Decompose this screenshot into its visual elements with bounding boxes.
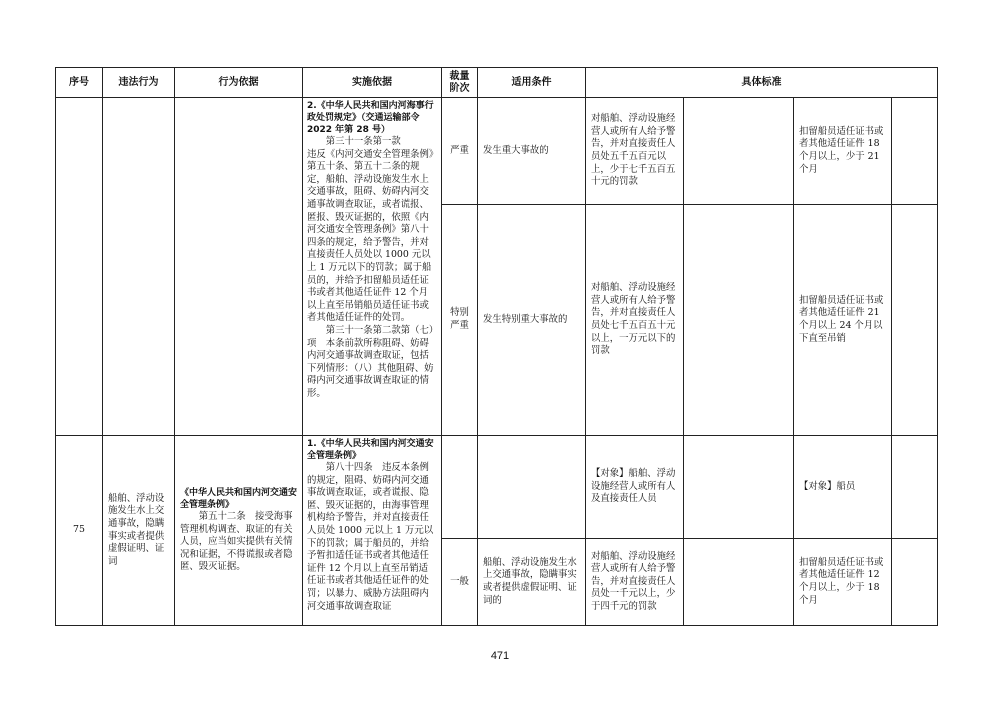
violation-cell — [103, 98, 175, 436]
header-level: 裁量 阶次 — [442, 68, 478, 98]
standard-owner-very-serious: 对船舶、浮动设施经营人或所有人给予警告，并对直接责任人员处七千五百五十元以上，一万元以下的罚款 — [586, 205, 684, 436]
standard-empty-cell — [892, 539, 938, 626]
standard-owner-serious: 对船舶、浮动设施经营人或所有人给予警告，并对直接责任人员处五千五百元以上，少于七千五百五十元的罚款 — [586, 98, 684, 205]
impl-basis-cell — [303, 98, 442, 436]
table-row — [56, 436, 938, 539]
seq-cell: 75 — [56, 436, 103, 626]
page-number: 471 — [490, 650, 510, 662]
level-very-serious: 特别 严重 — [442, 205, 478, 436]
condition-very-serious: 发生特别重大事故的 — [478, 205, 586, 436]
basis-text: 第五十二条 接受海事管理机构调查、取证的有关人员，应当如实提供有关情况和证据，不得谎报或者隐匿、毁灭证据。 — [180, 511, 293, 573]
condition-empty-cell — [478, 436, 586, 539]
penalty-standards-table — [55, 67, 938, 626]
standard-owner-general: 对船舶、浮动设施经营人或所有人给予警告，并对直接责任人员处一千元以上，少于四千元的罚款 — [586, 539, 684, 626]
header-condition: 适用条件 — [478, 68, 586, 98]
header-violation: 违法行为 — [103, 68, 175, 98]
impl-basis-text: 第八十四条 违反本条例的规定，阻碍、妨碍内河交通事故调查取证，或者谎报、隐匿、毁灭证据的，由海事管理机构给予警告，并对直接责任人员处 1000 元以上 1 万元以下的罚款；属于船员的，并给予暂扣适任证书或者其他适任证件 12 个月以上直至吊销适任证书或者其他适任证件的处罚；以暴力、威胁方法阻碍内河交通事故调查取证 — [307, 462, 434, 612]
condition-general: 船舶、浮动设施发生水上交通事故，隐瞒事实或者提供虚假证明、证词的 — [478, 539, 586, 626]
header-seq: 序号 — [56, 68, 103, 98]
impl-basis-title: 2.《中华人民共和国内河海事行政处罚规定》（交通运输部令 2022 年第 28 号） — [307, 101, 434, 135]
level-general: 一般 — [442, 539, 478, 626]
standard-empty-cell — [892, 98, 938, 205]
impl-basis-title: 1.《中华人民共和国内河交通安全管理条例》 — [307, 439, 434, 461]
basis-cell — [175, 436, 303, 626]
standard-crew-serious: 扣留船员适任证书或者其他适任证件 18 个月以上，少于 21 个月 — [794, 98, 892, 205]
header-standard: 具体标准 — [586, 68, 938, 98]
seq-cell — [56, 98, 103, 436]
basis-cell — [175, 98, 303, 436]
standard-object-owner: 【对象】船舶、浮动设施经营人或所有人及直接责任人员 — [586, 436, 684, 539]
standard-empty-cell — [684, 436, 794, 539]
standard-empty-cell — [684, 539, 794, 626]
standard-object-crew: 【对象】船员 — [794, 436, 892, 539]
header-basis: 行为依据 — [175, 68, 303, 98]
table-row — [56, 98, 938, 205]
violation-cell: 船舶、浮动设施发生水上交通事故，隐瞒事实或者提供虚假证明、证词 — [103, 436, 175, 626]
standard-crew-general: 扣留船员适任证书或者其他适任证件 12 个月以上，少于 18 个月 — [794, 539, 892, 626]
standard-empty-cell — [892, 205, 938, 436]
level-empty-cell — [442, 436, 478, 539]
impl-basis-text: 第三十一条第一款 违反《内河交通安全管理条例》第五十条、第五十二条的规定，船舶、浮动设施发生水上交通事故，阻碍、妨碍内河交通事故调查取证，或者谎报、匿报、毁灭证据的，依照《内河交通安全管理条例》第八十四条的规定，给予警告，并对直接责任人员处以 1000 元以上 1 万元以下的罚款；属于船员的，并给予扣留船员适任证书或者其他适任证件 12 个月以上直至吊销船员适任证书或者其他适任证件的处罚。 第三十一条第二款第（七）项 本条前款所称阻碍、妨碍内河交通事故调查取证，包括下列情形：（八）其他阻碍、妨碍内河交通事故调查取证的情形。 — [307, 136, 434, 399]
level-serious: 严重 — [442, 98, 478, 205]
standard-crew-very-serious: 扣留船员适任证书或者其他适任证件 21 个月以上 24 个月以下直至吊销 — [794, 205, 892, 436]
impl-basis-cell — [303, 436, 442, 626]
standard-empty-cell — [684, 205, 794, 436]
standard-empty-cell — [892, 436, 938, 539]
header-impl-basis: 实施依据 — [303, 68, 442, 98]
standard-empty-cell — [684, 98, 794, 205]
basis-title: 《中华人民共和国内河交通安全管理条例》 — [180, 488, 298, 511]
condition-serious: 发生重大事故的 — [478, 98, 586, 205]
header-row — [56, 68, 938, 98]
